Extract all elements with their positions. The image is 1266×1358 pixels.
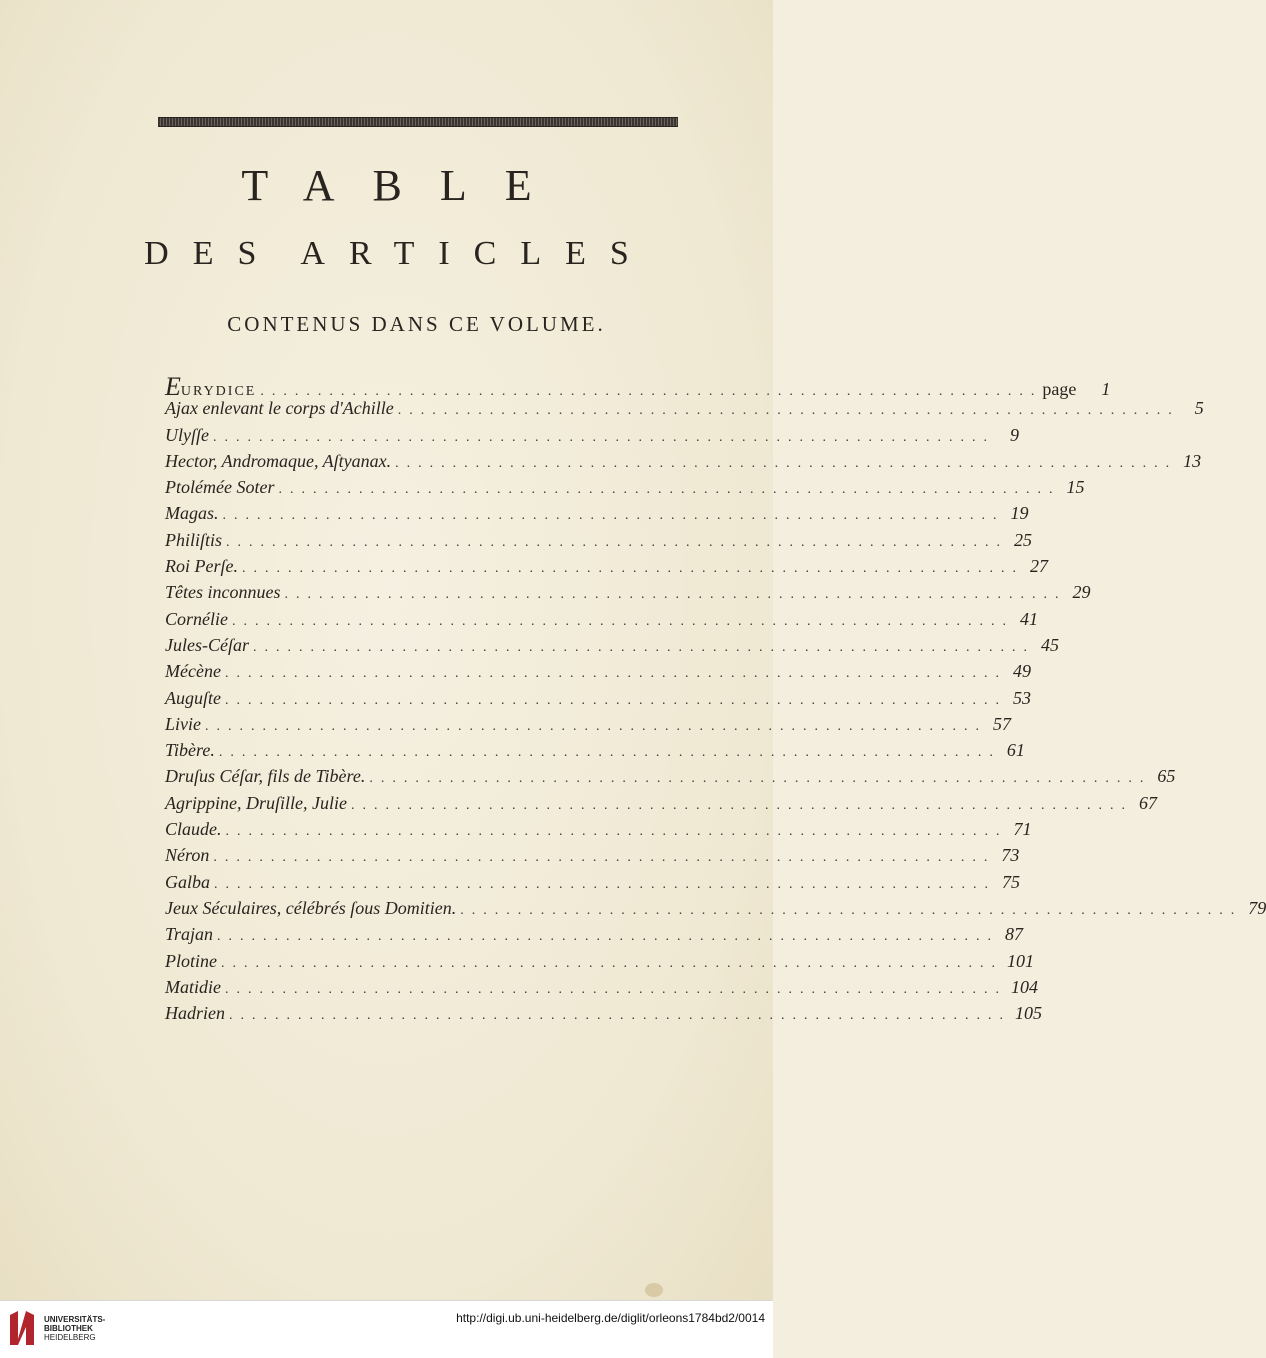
leader-dots: .................................................................... (224, 666, 1007, 682)
paper-stain (645, 1283, 663, 1297)
toc-entry (165, 529, 1033, 556)
leader-dots: .................................................................... (222, 508, 1005, 524)
toc-entry-page: 61 (1006, 740, 1025, 761)
toc-entry-label: Hadrien (165, 1003, 225, 1024)
toc-entry-label: Druſus Céſar, fils de Tibère. (165, 766, 366, 787)
toc-entry-label: Auguſte (165, 687, 221, 708)
leader-dots: .................................................................... (397, 403, 1180, 419)
toc-entry-label: Trajan (165, 924, 214, 945)
leader-dots: .................................................................... (214, 876, 996, 892)
leader-dots: .................................................................... (225, 824, 1008, 840)
toc-entry (165, 661, 1031, 687)
toc-entry-label: Ulyſſe (165, 424, 209, 445)
toc-entry-page: 73 (1001, 845, 1020, 866)
toc-entry (165, 950, 1034, 977)
toc-entry-label: Ptolémée Soter (165, 477, 275, 498)
toc-entry-label: Matidie (165, 976, 221, 997)
leader-dots: .................................................................... (225, 692, 1007, 708)
page-word: page (1042, 379, 1077, 399)
toc-entry-label: Magas. (165, 503, 219, 524)
toc-entry-page: 1 (1101, 379, 1111, 399)
leader-dots: .................................................................... (205, 718, 987, 734)
toc-entry-page: 49 (1012, 661, 1031, 682)
toc-entry-label: Galba (165, 871, 210, 892)
leader-dots: .................................................................... (241, 561, 1024, 577)
leader-dots: .................................................................... (350, 797, 1133, 813)
toc-entry-page: 75 (1002, 871, 1020, 892)
leader-dots: .................................................................... (395, 455, 1178, 471)
toc-entry (165, 871, 1020, 898)
library-name: UNIVERSITÄTS- BIBLIOTHEK HEIDELBERG (44, 1315, 106, 1342)
toc-entry (165, 713, 1011, 740)
leader-dots: .................................................................... (218, 745, 1001, 761)
toc-entry-page: 25 (1014, 529, 1033, 550)
toc-entry (165, 424, 1019, 451)
toc-entry-label: Livie (165, 713, 201, 734)
toc-entry-label: EURYDICE (165, 372, 257, 401)
toc-entry (165, 792, 1157, 819)
toc-entry-page: 9 (1009, 424, 1019, 445)
toc-entry-label: Claude. (165, 819, 222, 840)
page-title: TABLE (241, 161, 570, 210)
toc-entry-page: 71 (1013, 819, 1032, 840)
leader-dots: .................................................................... (260, 384, 1043, 399)
leader-dots: .................................................................... (460, 902, 1243, 918)
leader-dots: .................................................................... (212, 429, 995, 445)
toc-entry-label: Hector, Andromaque, Aſtyanax. (165, 450, 392, 471)
toc-entry-label: Néron (165, 845, 210, 866)
subtitle-word-articles: ARTICLES (300, 235, 653, 272)
toc-entry-page: 104 (1011, 976, 1038, 997)
subtitle-word-des: DES (144, 235, 281, 272)
toc-entry-label: Plotine (165, 950, 217, 971)
table-of-contents (165, 372, 1266, 1029)
toc-entry (165, 608, 1038, 635)
toc-entry-page: 27 (1029, 556, 1048, 577)
leader-dots: .................................................................... (229, 1008, 1011, 1024)
footer-bar (0, 1300, 773, 1358)
toc-entry-page: 87 (1005, 924, 1024, 945)
toc-entry-label: Cornélie (165, 608, 228, 629)
toc-entry (165, 687, 1031, 714)
toc-entry-page: 57 (993, 713, 1011, 734)
leader-dots: .................................................................... (252, 639, 1035, 655)
toc-entry (165, 976, 1038, 1003)
toc-entry-page: 41 (1020, 608, 1038, 629)
toc-entry (165, 819, 1032, 845)
toc-entry-label: Mécène (165, 661, 221, 682)
leader-dots: .................................................................... (284, 587, 1067, 603)
toc-entry (165, 740, 1025, 766)
decorative-rule (158, 117, 678, 127)
toc-entry (165, 556, 1048, 582)
toc-entry-label: Jeux Séculaires, célébrés ſous Domitien. (165, 897, 457, 918)
toc-entry (165, 924, 1024, 950)
toc-entry-label: Jules-Céſar (165, 634, 249, 655)
toc-entry (165, 477, 1085, 503)
library-logo-icon (8, 1309, 36, 1347)
leader-dots: .................................................................... (232, 613, 1014, 629)
toc-entry-label: Têtes inconnues (165, 582, 281, 603)
toc-entry-page: 15 (1066, 477, 1085, 498)
toc-entry-label: Ajax enlevant le corps d'Achille (165, 398, 394, 419)
toc-entry-label: Philiſtis (165, 529, 223, 550)
toc-entry-page: 105 (1015, 1003, 1042, 1024)
toc-entry-page: 13 (1183, 450, 1202, 471)
toc-entry-page: 67 (1138, 792, 1157, 813)
leader-dots: .................................................................... (369, 771, 1152, 787)
leader-dots: .................................................................... (217, 929, 1000, 945)
toc-entry-label: Roi Perſe. (165, 556, 238, 577)
toc-entry-page: 65 (1157, 766, 1176, 787)
toc-entry-page: 53 (1013, 687, 1031, 708)
toc-entry-page: 101 (1007, 950, 1034, 971)
toc-entry-page: 45 (1040, 634, 1059, 655)
toc-entry (165, 1003, 1042, 1029)
toc-entry (165, 582, 1091, 608)
toc-entry (165, 503, 1029, 529)
toc-entry (165, 897, 1266, 924)
toc-entry-label: Agrippine, Druſille, Julie (165, 792, 347, 813)
leader-dots: .................................................................... (221, 955, 1003, 971)
toc-entry (165, 766, 1176, 792)
toc-entry-page: 19 (1010, 503, 1029, 524)
contents-heading: CONTENUS DANS CE VOLUME. (227, 312, 606, 336)
toc-entry (165, 398, 1204, 424)
source-url[interactable]: http://digi.ub.uni-heidelberg.de/diglit/orleons1784bd2/0014 (456, 1311, 765, 1325)
toc-entry (165, 372, 1111, 401)
leader-dots: .................................................................... (213, 850, 996, 866)
page-subtitle (0, 235, 773, 273)
leader-dots: .................................................................... (278, 482, 1061, 498)
toc-entry-page: 29 (1072, 582, 1091, 603)
leader-dots: .................................................................... (225, 981, 1007, 997)
toc-entry-label: Tibère. (165, 740, 215, 761)
toc-entry-page: 79 (1248, 897, 1266, 918)
toc-entry-page: 5 (1194, 398, 1204, 419)
toc-entry (165, 845, 1020, 871)
toc-entry (165, 634, 1059, 661)
toc-entry (165, 450, 1202, 477)
leader-dots: .................................................................... (226, 534, 1009, 550)
